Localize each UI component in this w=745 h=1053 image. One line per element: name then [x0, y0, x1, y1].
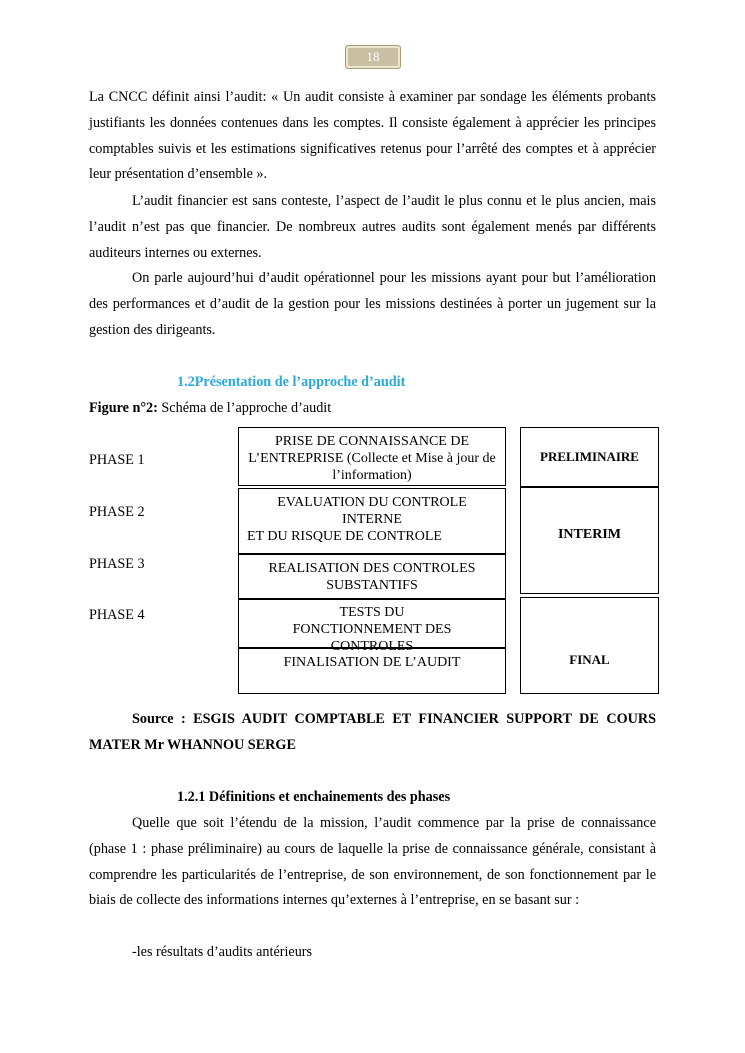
figure-caption-text: Schéma de l’approche d’audit — [157, 400, 332, 416]
step-realisation-controles: REALISATION DES CONTROLES SUBSTANTIFS — [238, 554, 506, 599]
paragraph-operational-audit: On parle aujourd’hui d’audit opérationnel pour les missions ayant pour but l’amélioration des performances et d’audit de la gestion pour les missions destinées à porter un jugement sur la gestion des dirigeants. — [89, 270, 656, 338]
phase-1-label: PHASE 1 — [89, 452, 145, 468]
step-evaluation-line2: ET DU RISQUE DE CONTROLE — [247, 529, 442, 544]
list-item: -les résultats d’audits antérieurs — [132, 944, 313, 960]
phase-3-label: PHASE 3 — [89, 556, 145, 572]
step-tests-fonctionnement: TESTS DU FONCTIONNEMENT DES CONTROLES — [238, 599, 506, 648]
figure-caption — [89, 400, 331, 417]
phase-2-label: PHASE 2 — [89, 504, 145, 520]
subsection-title: 1.2.1 Définitions et enchainements des phases — [177, 789, 451, 805]
stage-preliminaire: PRELIMINAIRE — [520, 427, 659, 487]
paragraph-cncc-definition: La CNCC définit ainsi l’audit: « Un audit consiste à examiner par sondage les éléments probants justifiants les données contenues dans les comptes. Il consiste également à apprécier les principes comptables suivis et les estimations significatives retenus pour l’arrêté des comptes et à apprécier leur présentation d’ensemble ». — [89, 89, 656, 183]
paragraph-financial-audit: L’audit financier est sans conteste, l’aspect de l’audit le plus connu et le plus ancien, mais l’audit n’est pas que financier. De nombreux autres audits sont également menés par différents auditeurs internes ou externes. — [89, 193, 656, 261]
figure-label: Figure n°2: — [89, 400, 158, 416]
step-evaluation-line1: EVALUATION DU CONTROLE INTERNE — [277, 495, 467, 527]
step-evaluation-controle-interne — [238, 488, 506, 554]
paragraph-phases-intro: Quelle que soit l’étendu de la mission, l’audit commence par la prise de connaissance (phase 1 : phase préliminaire) au cours de laquelle la prise de connaissance générale, consistant à comprendre les particularités de l’entreprise, de son environnement, de son fonctionnement par le biais de collecte des informations internes qu’externes à l’entreprise, en se basant sur : — [89, 815, 656, 909]
section-title: 1.2Présentation de l’approche d’audit — [177, 374, 406, 390]
step-finalisation: FINALISATION DE L’AUDIT — [238, 648, 506, 694]
stage-interim: INTERIM — [520, 487, 659, 594]
figure-source: Source : ESGIS AUDIT COMPTABLE ET FINANCIER SUPPORT DE COURS MATER Mr WHANNOU SERGE — [89, 711, 656, 753]
phase-4-label: PHASE 4 — [89, 607, 145, 623]
stage-final: FINAL — [520, 597, 659, 694]
page-number: 18 — [345, 45, 401, 69]
step-prise-de-connaissance: PRISE DE CONNAISSANCE DE L’ENTREPRISE (Collecte et Mise à jour de l’information) — [238, 427, 506, 486]
